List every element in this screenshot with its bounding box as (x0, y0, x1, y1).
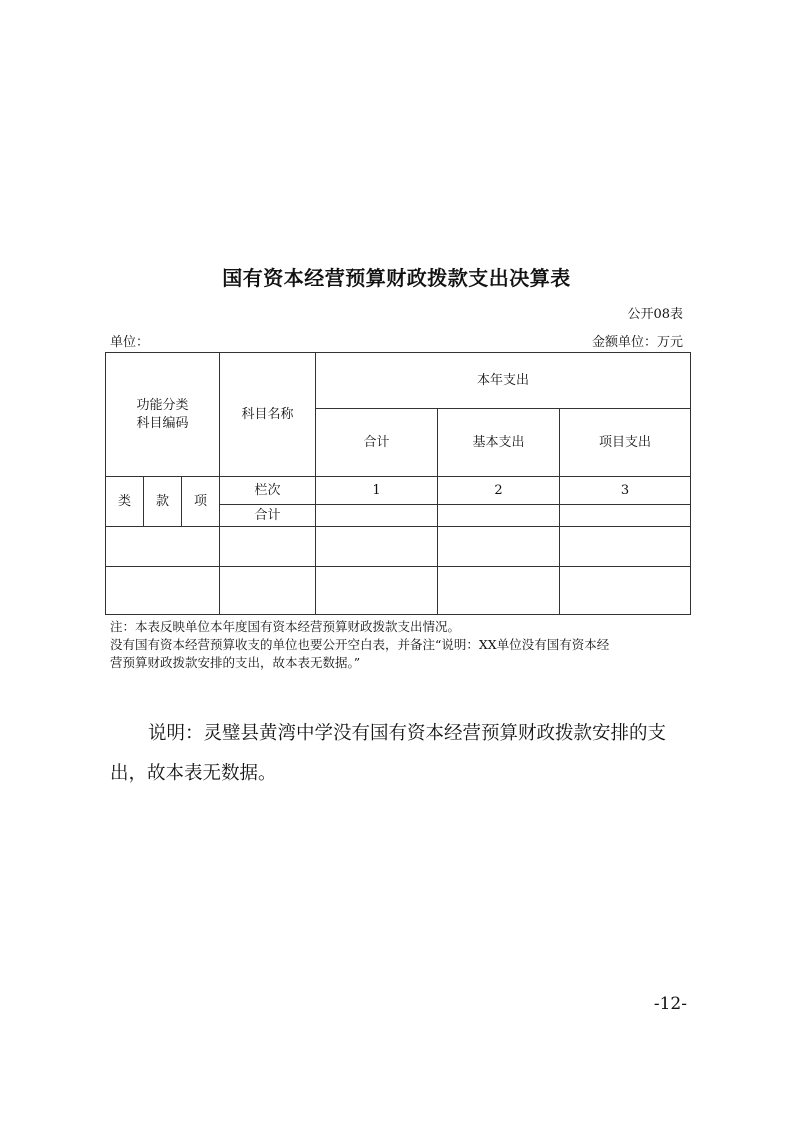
basic-expense-header: 基本支出 (438, 409, 560, 477)
table-notes (110, 618, 700, 672)
func-class-line1: 功能分类 (136, 397, 189, 413)
func-class-line2: 科目编码 (136, 415, 189, 431)
xiang-header: 项 (182, 477, 220, 527)
project-expense-header: 项目支出 (560, 409, 691, 477)
unit-label: 单位： (110, 335, 150, 350)
kuan-header: 款 (144, 477, 182, 527)
explanation (110, 714, 700, 794)
table-row (106, 527, 691, 567)
note-line-3: 营预算财政拨款安排的支出，故本表无数据。” (110, 655, 361, 670)
lei-header: 类 (106, 477, 144, 527)
empty-cell (106, 527, 220, 567)
note-line-2: 没有国有资本经营预算收支的单位也要公开空白表，并备注“说明：XX单位没有国有资本经 (110, 637, 610, 652)
col-index-1: 1 (316, 477, 438, 505)
page-title: 国有资本经营预算财政拨款支出决算表 (222, 266, 571, 290)
empty-cell (220, 567, 316, 615)
empty-cell (560, 527, 691, 567)
total-header: 合计 (316, 409, 438, 477)
col-index-2: 2 (438, 477, 560, 505)
explanation-text: 说明：灵璧县黄湾中学没有国有资本经营预算财政拨款安排的支出，故本表无数据。 (110, 723, 667, 784)
page-number: -12- (653, 994, 687, 1014)
sum-row-label: 合计 (220, 505, 316, 527)
empty-cell (316, 527, 438, 567)
subject-name-header: 科目名称 (220, 353, 316, 477)
col-index-3: 3 (560, 477, 691, 505)
empty-cell (316, 567, 438, 615)
sum-project-cell (560, 505, 691, 527)
func-class-header (106, 353, 220, 477)
sum-basic-cell (438, 505, 560, 527)
table-row (106, 567, 691, 615)
current-year-expense-header: 本年支出 (316, 353, 691, 409)
form-code: 公开08表 (627, 307, 683, 322)
sum-total-cell (316, 505, 438, 527)
column-index-label: 栏次 (220, 477, 316, 505)
empty-cell (106, 567, 220, 615)
budget-table (105, 352, 691, 615)
empty-cell (560, 567, 691, 615)
note-line-1: 注：本表反映单位本年度国有资本经营预算财政拨款支出情况。 (110, 619, 461, 634)
empty-cell (220, 527, 316, 567)
empty-cell (438, 567, 560, 615)
empty-cell (438, 527, 560, 567)
amount-unit: 金额单位：万元 (591, 335, 683, 350)
